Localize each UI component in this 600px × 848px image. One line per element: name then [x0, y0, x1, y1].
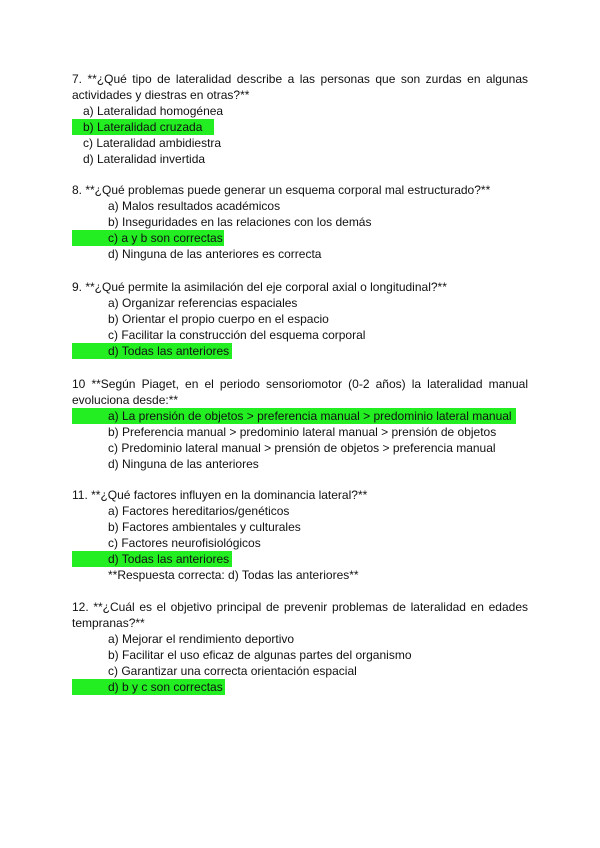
- question-7: [72, 71, 528, 167]
- option-a-correct: a) La prensión de objetos > preferencia manual > predominio lateral manual: [72, 408, 516, 424]
- option-b: b) Preferencia manual > predominio lateral manual > prensión de objetos: [108, 425, 497, 439]
- option-d-correct: d) Todas las anteriores: [72, 551, 232, 567]
- question-12: [72, 599, 528, 695]
- option-a: a) Factores hereditarios/genéticos: [108, 504, 290, 518]
- question-line: 10 **Según Piaget, en el periodo sensoriomotor (0-2 años) la lateralidad manual: [72, 377, 528, 391]
- question-text: 9. **¿Qué permite la asimilación del eje corporal axial o longitudinal?**: [72, 280, 447, 294]
- option-c: c) Garantizar una correcta orientación espacial: [108, 664, 357, 678]
- question-line: tempranas?**: [72, 616, 145, 630]
- option-a: a) Mejorar el rendimiento deportivo: [108, 632, 295, 646]
- option-d: d) Ninguna de las anteriores: [108, 457, 259, 471]
- question-line: evoluciona desde:**: [72, 393, 179, 407]
- question-text: [72, 599, 528, 631]
- question-text: [72, 376, 528, 408]
- option-c: c) Lateralidad ambidiestra: [83, 136, 222, 150]
- option-d: d) Ninguna de las anteriores es correcta: [108, 247, 322, 261]
- option-b: b) Facilitar el uso eficaz de algunas partes del organismo: [108, 648, 412, 662]
- option-c-correct: c) a y b son correctas: [72, 230, 224, 246]
- question-line: actividades y diestras en otras?**: [72, 88, 250, 102]
- question-10: [72, 376, 528, 472]
- option-c: c) Factores neurofisiológicos: [108, 536, 261, 550]
- option-c: c) Predominio lateral manual > prensión de objetos > preferencia manual: [108, 441, 496, 455]
- option-c: c) Facilitar la construcción del esquema corporal: [108, 328, 366, 342]
- option-d-correct: d) b y c son correctas: [72, 679, 225, 695]
- option-b-correct: b) Lateralidad cruzada: [72, 119, 214, 135]
- option-d-correct: d) Todas las anteriores: [72, 343, 232, 359]
- option-d: d) Lateralidad invertida: [83, 152, 206, 166]
- option-b: b) Factores ambientales y culturales: [108, 520, 301, 534]
- option-b: b) Orientar el propio cuerpo en el espacio: [108, 312, 329, 326]
- option-a: a) Lateralidad homogénea: [83, 104, 224, 118]
- answer-note: **Respuesta correcta: d) Todas las anteriores**: [108, 568, 359, 582]
- question-11: [72, 487, 528, 583]
- question-line: 12. **¿Cuál es el objetivo principal de prevenir problemas de lateralidad en edades: [72, 600, 528, 614]
- question-8: [72, 182, 528, 262]
- question-text: [72, 71, 528, 103]
- option-a: a) Organizar referencias espaciales: [108, 296, 298, 310]
- question-text: 11. **¿Qué factores influyen en la dominancia lateral?**: [72, 488, 368, 502]
- question-line: 7. **¿Qué tipo de lateralidad describe a las personas que son zurdas en algunas: [72, 72, 528, 86]
- question-text: 8. **¿Qué problemas puede generar un esquema corporal mal estructurado?**: [72, 183, 491, 197]
- option-b: b) Inseguridades en las relaciones con los demás: [108, 215, 372, 229]
- question-9: [72, 279, 528, 359]
- option-a: a) Malos resultados académicos: [108, 199, 281, 213]
